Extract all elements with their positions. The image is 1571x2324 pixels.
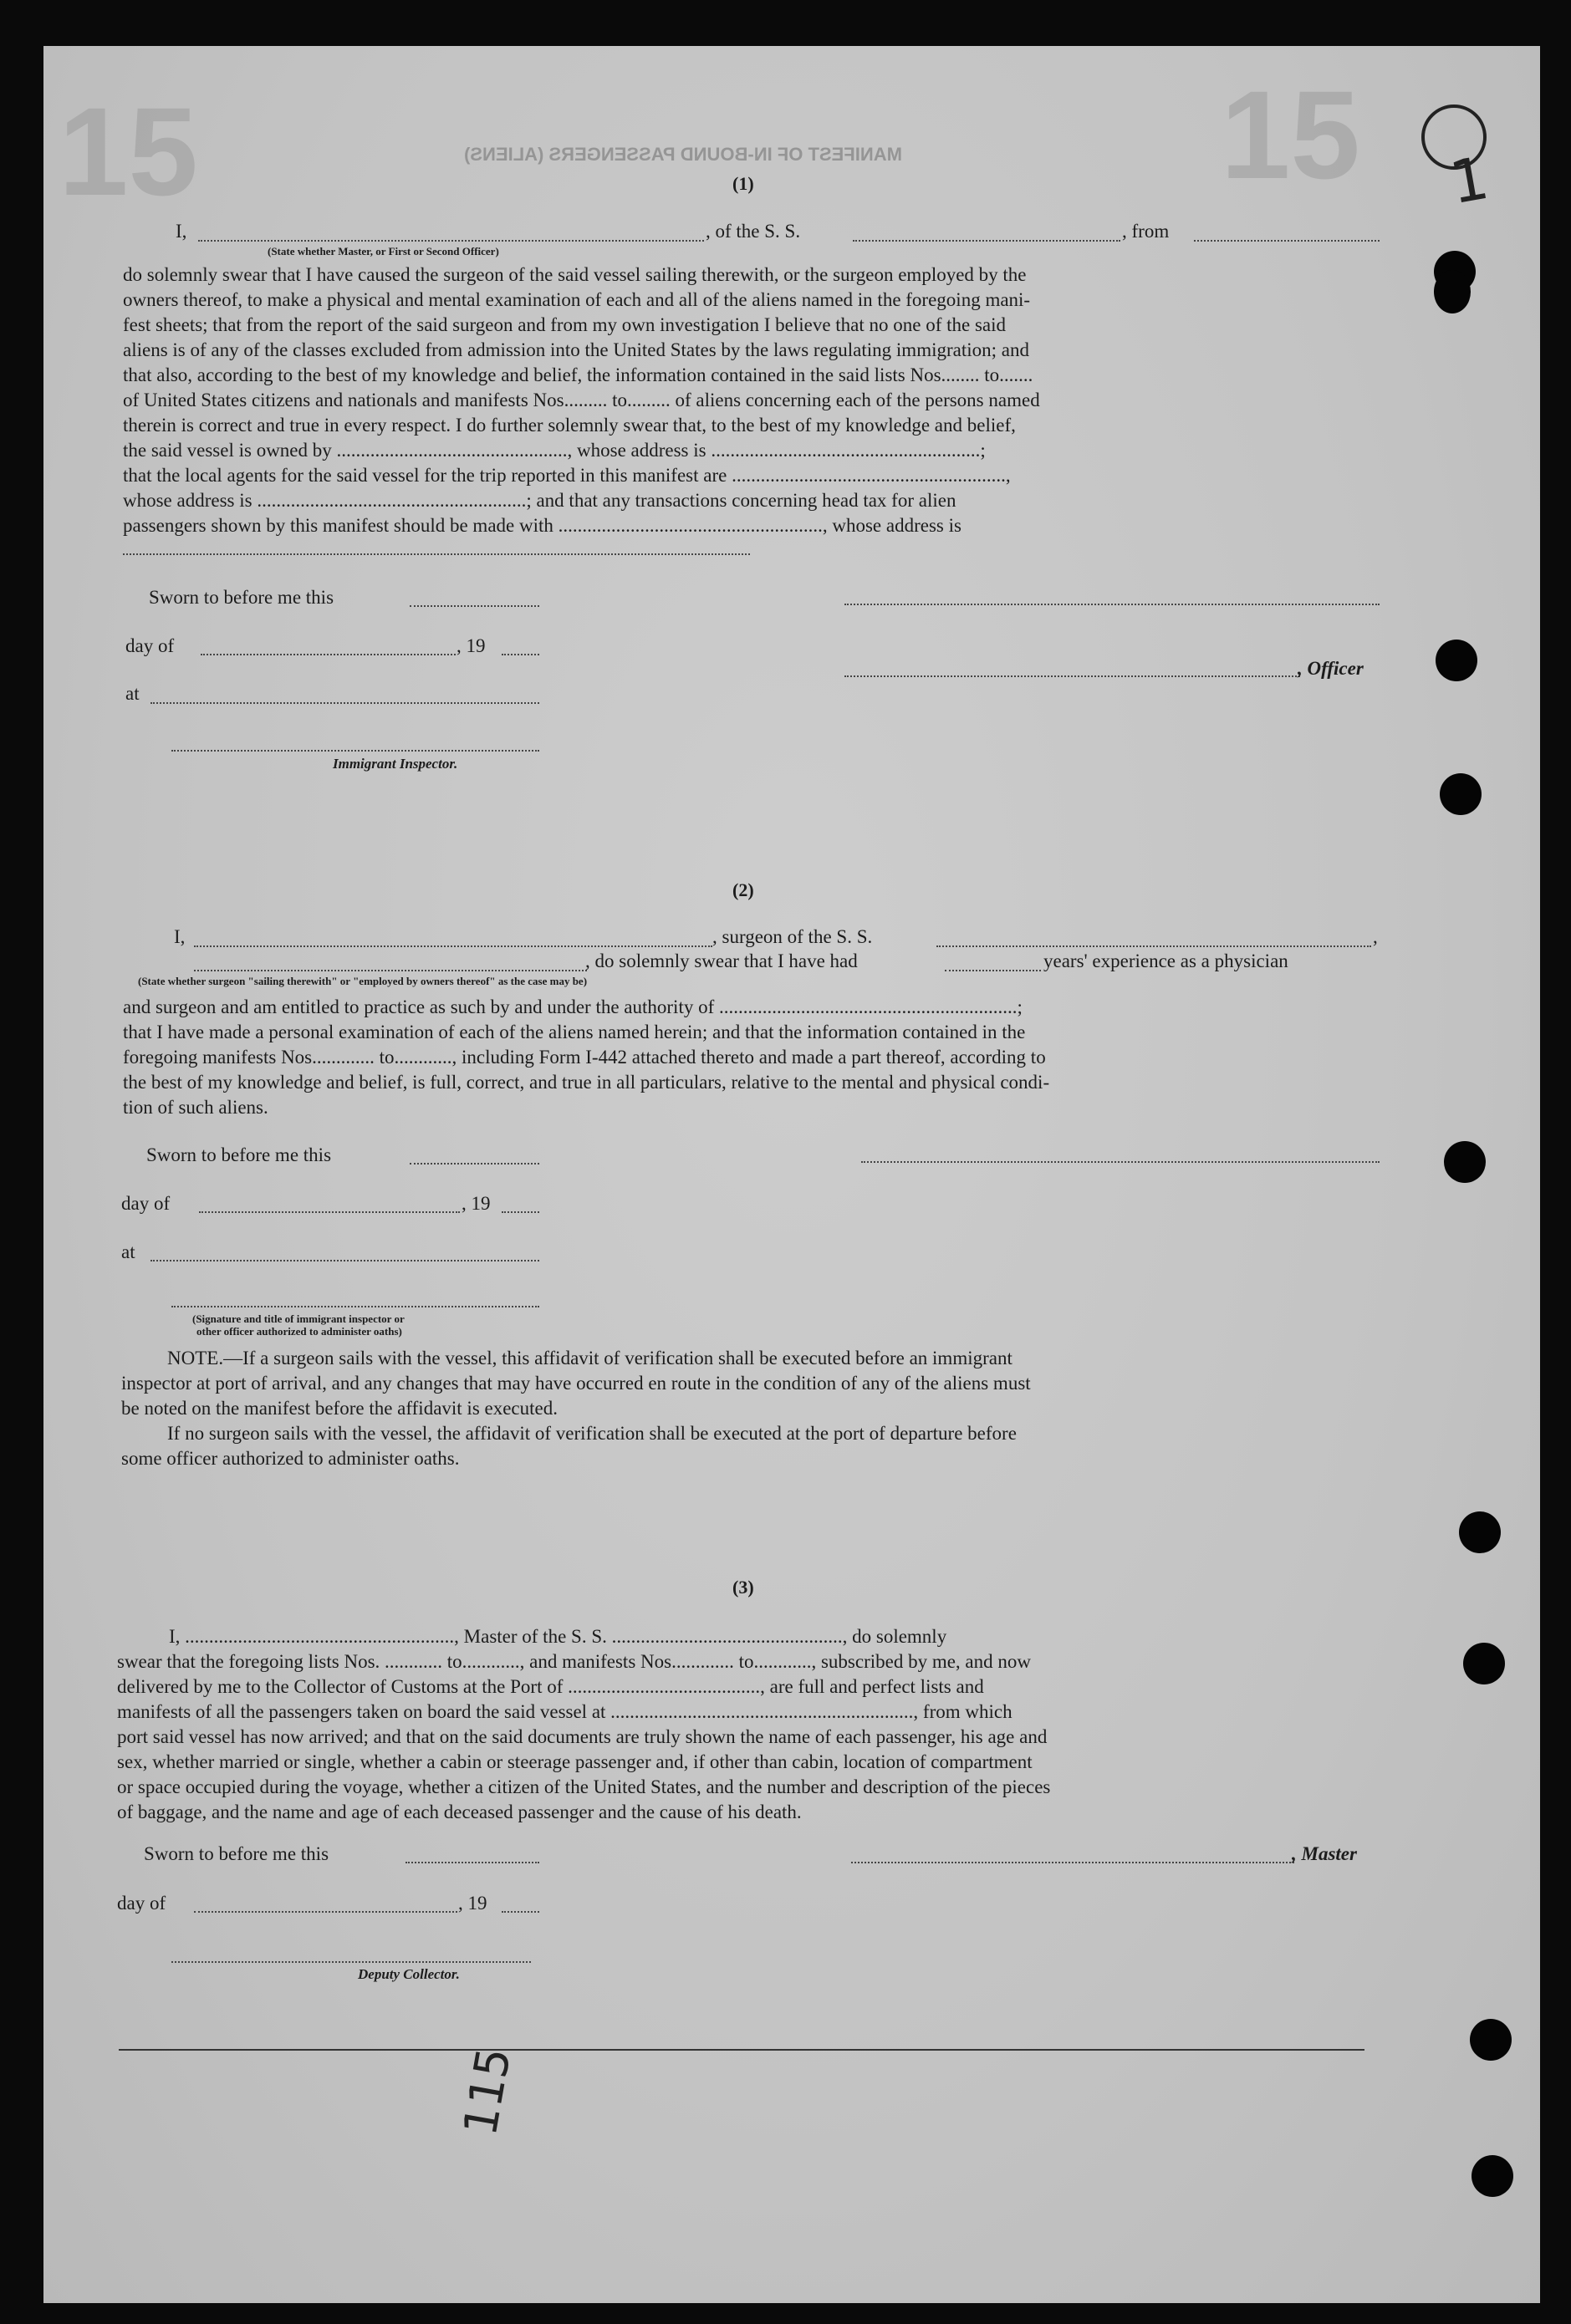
section1-body-line: that the local agents for the said vessel for the trip reported in this manifest are ........................................................., [123, 465, 1011, 486]
punch-hole [1444, 1141, 1486, 1183]
section1-body-line: whose address is ........................................................; and that any transactions concerning head tax for alien [123, 490, 956, 511]
section3-number: (3) [732, 1577, 754, 1598]
note-line: inspector at port of arrival, and any changes that may have occurred en route in the condition of any of the aliens must [121, 1373, 1031, 1394]
bleed-through-large-glyph: 15 [1221, 64, 1360, 205]
section3-collector-label: Deputy Collector. [358, 1966, 460, 1982]
section1-signature-line[interactable] [844, 604, 1380, 605]
section2-body-line: tion of such aliens. [123, 1097, 268, 1118]
section2-sworn-label: Sworn to before me this [146, 1144, 332, 1165]
section1-body-line: passengers shown by this manifest should be made with ......................................................., whose address is [123, 515, 961, 536]
section1-sworn-field[interactable] [410, 605, 539, 607]
section1-of-ss: , of the S. S. [706, 221, 801, 242]
section1-i: I, [176, 221, 187, 242]
section1-number: (1) [732, 173, 754, 194]
section1-inspector-label: Immigrant Inspector. [333, 756, 458, 772]
section2-year-label: , 19 [462, 1193, 491, 1214]
section2-note [121, 1346, 1384, 1471]
section2-inspector-signature-field[interactable] [171, 1306, 539, 1307]
section2-sig-caption-line2: other officer authorized to administer oaths) [196, 1325, 402, 1338]
section1-year-label: , 19 [457, 635, 486, 656]
section3-sworn-label: Sworn to before me this [144, 1843, 329, 1864]
section2-day-of-label: day of [121, 1193, 171, 1214]
section2-sworn-field[interactable] [410, 1163, 539, 1165]
punch-hole [1436, 640, 1477, 681]
section3-body-line: swear that the foregoing lists Nos. ............ to............, and manifests Nos............. to............, subscribed by me, and now [117, 1651, 1032, 1672]
section2-sig-caption-line1: (Signature and title of immigrant inspector or [192, 1312, 405, 1325]
section2-comma: , [1373, 926, 1378, 947]
bottom-rule [119, 2049, 1364, 2051]
section3-collector-signature-field[interactable] [171, 1961, 531, 1963]
section3-year-field[interactable] [502, 1911, 539, 1913]
note-line: be noted on the manifest before the affidavit is executed. [121, 1398, 558, 1419]
section3-body-line: port said vessel has now arrived; and that on the said documents are truly shown the name of each passenger, his age and [117, 1726, 1048, 1747]
section1-officer-signature-field[interactable] [844, 675, 1300, 677]
section2-body-line: that I have made a personal examination of each of the aliens named herein; and that the information contained in the [123, 1022, 1026, 1042]
section2-years-label: years' experience as a physician [1043, 950, 1288, 971]
bleed-through-header: MANIFEST OF IN-BOUND PASSENGERS (ALIENS) [464, 144, 902, 165]
section2-at-field[interactable] [150, 1260, 539, 1261]
section1-sworn-label: Sworn to before me this [149, 587, 334, 608]
punch-hole [1470, 2019, 1512, 2061]
section3-body-line: manifests of all the passengers taken on board the said vessel at ..............................................................., from which [117, 1701, 1012, 1722]
section2-year-field[interactable] [502, 1211, 539, 1213]
section1-address-field[interactable] [123, 553, 750, 555]
section1-at-label: at [125, 683, 140, 704]
section2-day-field[interactable] [199, 1211, 460, 1213]
section3-body-line: of baggage, and the name and age of each deceased passenger and the cause of his death. [117, 1802, 802, 1822]
section1-day-of-label: day of [125, 635, 175, 656]
section1-caption: (State whether Master, or First or Second Officer) [268, 245, 499, 257]
section3-sworn-field[interactable] [406, 1862, 539, 1863]
section2-body-line: foregoing manifests Nos............. to............, including Form I-442 attached thereto and made a part thereof, according to [123, 1047, 1046, 1068]
section1-day-field[interactable] [201, 654, 456, 655]
section3-body [117, 1624, 1384, 1825]
note-line: If no surgeon sails with the vessel, the affidavit of verification shall be executed at the port of departure before [167, 1423, 1017, 1444]
section2-signature-line[interactable] [861, 1161, 1380, 1163]
handwritten-corner-number: 1 [1445, 143, 1494, 218]
section1-officer-label: , Officer [1298, 658, 1364, 679]
section2-years-field[interactable] [945, 970, 1041, 971]
section1-body-line: the said vessel is owned by ................................................, whose address is ........................................................; [123, 440, 986, 461]
section2-i: I, [174, 926, 186, 947]
section1-officer-name-field[interactable] [198, 240, 704, 242]
section1-inspector-signature-field[interactable] [171, 750, 539, 752]
section3-body-line: I, ........................................................, Master of the S. S. ................................................, do solemnly [169, 1626, 947, 1647]
section3-master-label: , Master [1292, 1843, 1357, 1864]
section3-day-of-label: day of [117, 1893, 166, 1914]
section3-year-label: , 19 [458, 1893, 487, 1914]
note-line: NOTE.—If a surgeon sails with the vessel, this affidavit of verification shall be executed before an immigrant [167, 1348, 1012, 1368]
section1-from-field[interactable] [1194, 240, 1380, 242]
section1-body-line: owners thereof, to make a physical and mental examination of each and all of the aliens named in the foregoing mani- [123, 289, 1031, 310]
section2-number: (2) [732, 879, 754, 900]
section3-day-field[interactable] [194, 1911, 457, 1913]
punch-hole [1459, 1511, 1501, 1553]
section1-body-line: that also, according to the best of my knowledge and belief, the information contained in the said lists Nos........ to....... [123, 364, 1033, 385]
section3-body-line: sex, whether married or single, whether a cabin or steerage passenger and, if other than cabin, location of compartment [117, 1751, 1033, 1772]
section2-authority-field[interactable] [194, 970, 587, 971]
section2-vessel-field[interactable] [936, 945, 1371, 947]
section1-year-field[interactable] [502, 654, 539, 655]
section2-surgeon-name-field[interactable] [194, 945, 712, 947]
section1-body-line: therein is correct and true in every respect. I do further solemnly swear that, to the best of my knowledge and belief, [123, 415, 1016, 436]
section1-body-line: of United States citizens and nationals and manifests Nos......... to......... of aliens concerning each of the persons named [123, 390, 1040, 410]
section2-surgeon-of-ss: , surgeon of the S. S. [712, 926, 873, 947]
section1-vessel-field[interactable] [853, 240, 1120, 242]
section1-at-field[interactable] [150, 702, 539, 704]
section2-body-line: the best of my knowledge and belief, is full, correct, and true in all particulars, relative to the mental and physical condi- [123, 1072, 1050, 1093]
punch-hole [1434, 270, 1471, 313]
section1-body-line: aliens is of any of the classes excluded from admission into the United States by the laws regulating immigration; and [123, 339, 1029, 360]
punch-hole [1463, 1643, 1505, 1684]
section2-body [123, 995, 1381, 1120]
section2-at-label: at [121, 1241, 135, 1262]
section3-body-line: delivered by me to the Collector of Customs at the Port of ........................................, are full and perfect lists and [117, 1676, 984, 1697]
section2-caption: (State whether surgeon "sailing therewith" or "employed by owners thereof" as the case may be) [138, 975, 588, 987]
section1-body-line: do solemnly swear that I have caused the surgeon of the said vessel sailing therewith, or the surgeon employed by the [123, 264, 1027, 285]
section3-master-signature-field[interactable] [851, 1862, 1294, 1863]
note-line: some officer authorized to administer oaths. [121, 1448, 460, 1469]
punch-hole [1440, 773, 1482, 815]
section1-body [123, 262, 1381, 538]
handwritten-page-number: 115 [452, 2043, 522, 2140]
section1-body-line: fest sheets; that from the report of the said surgeon and from my own investigation I believe that no one of the said [123, 314, 1007, 335]
section2-body-line: and surgeon and am entitled to practice as such by and under the authority of ..............................................................; [123, 996, 1023, 1017]
bleed-through-large-glyph: 15 [59, 81, 198, 222]
section3-body-line: or space occupied during the voyage, whether a citizen of the United States, and the number and description of the pieces [117, 1776, 1051, 1797]
section1-from: , from [1122, 221, 1170, 242]
section2-swear: , do solemnly swear that I have had [585, 950, 858, 971]
punch-hole [1472, 2155, 1513, 2197]
